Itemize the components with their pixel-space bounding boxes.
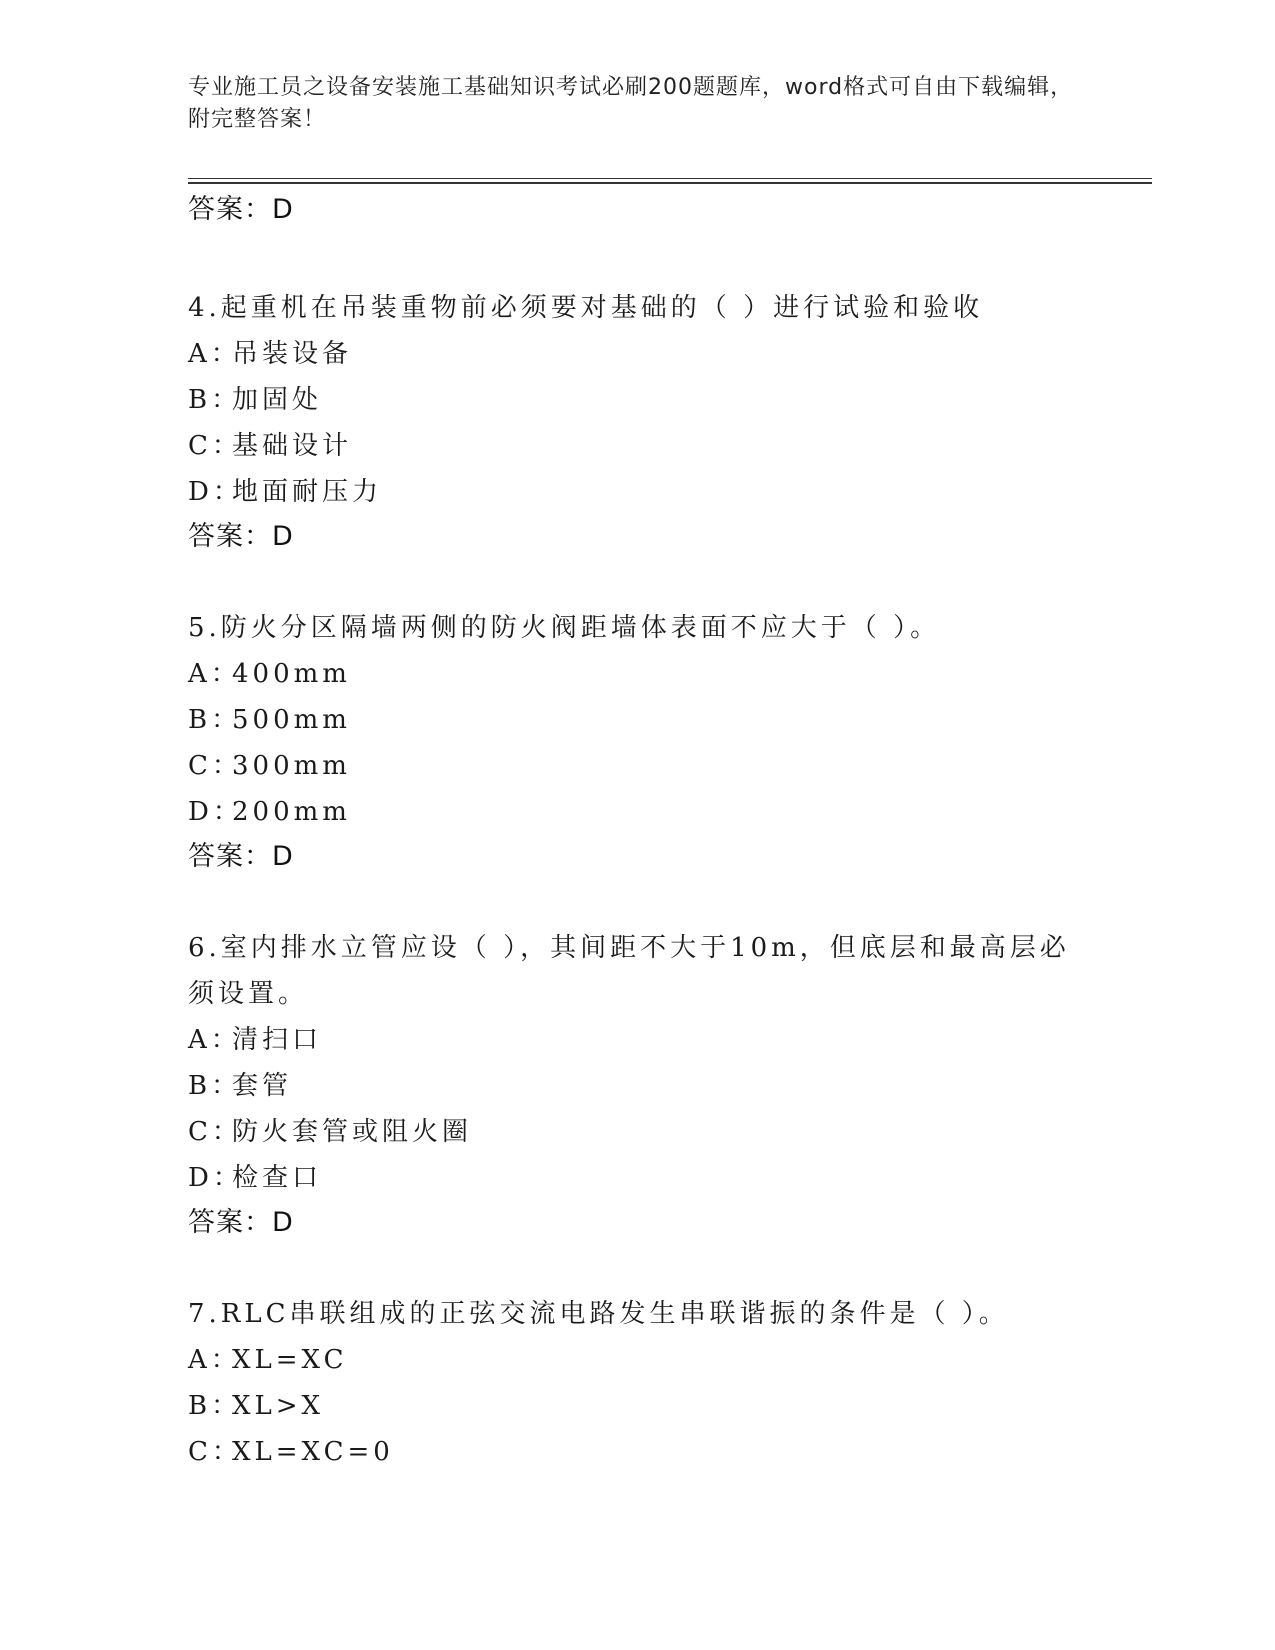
option-text: 200mm [232, 797, 351, 827]
option-d [188, 469, 1088, 515]
option-letter: B： [188, 705, 242, 735]
option-text: 500mm [232, 705, 351, 735]
question-text: 7.RLC串联组成的正弦交流电路发生串联谐振的条件是（ ）。 [188, 1299, 1009, 1329]
option-b [188, 697, 1088, 743]
option-letter: C： [188, 751, 242, 781]
option-text: 吊装设备 [232, 339, 353, 369]
document-header: 专业施工员之设备安装施工基础知识考试必刷200题题库，word格式可自由下载编辑，附完整答案！ [188, 75, 1074, 132]
option-text: XL=XC=0 [232, 1437, 394, 1467]
option-a [188, 331, 1088, 377]
option-letter: C： [188, 431, 242, 461]
option-d [188, 1155, 1088, 1201]
option-d [188, 789, 1088, 835]
option-b [188, 1063, 1088, 1109]
option-text: XL=XC [232, 1345, 348, 1375]
option-letter: D： [188, 1163, 243, 1193]
option-letter: D： [188, 477, 243, 507]
option-text: XL>X [232, 1391, 325, 1421]
option-letter: B： [188, 1391, 242, 1421]
option-letter: B： [188, 1071, 242, 1101]
option-letter: C： [188, 1117, 242, 1147]
option-letter: A： [188, 1345, 241, 1375]
answer-line: 答案：D [188, 841, 294, 872]
answer-line: 答案：D [188, 1207, 294, 1238]
option-letter: A： [188, 339, 241, 369]
option-letter: A： [188, 1025, 241, 1055]
question-text: 6.室内排水立管应设（ ），其间距不大于10m，但底层和最高层必须设置。 [188, 933, 1070, 1009]
question-text: 5.防火分区隔墙两侧的防火阀距墙体表面不应大于（ ）。 [188, 613, 941, 643]
option-b [188, 1383, 1088, 1429]
option-text: 套管 [232, 1071, 293, 1101]
question-list [188, 191, 1088, 1475]
option-a [188, 1017, 1088, 1063]
question-5 [188, 605, 1088, 881]
answer-line: 答案：D [188, 521, 294, 552]
option-letter: B： [188, 385, 242, 415]
option-letter: C： [188, 1437, 242, 1467]
answer-line: 答案：D [188, 194, 294, 225]
option-a [188, 651, 1088, 697]
option-a [188, 1337, 1088, 1383]
option-c [188, 423, 1088, 469]
option-text: 400mm [232, 659, 351, 689]
option-c [188, 1429, 1088, 1475]
option-text: 基础设计 [232, 431, 353, 461]
option-letter: A： [188, 659, 241, 689]
option-text: 清扫口 [232, 1025, 323, 1055]
option-b [188, 377, 1088, 423]
option-c [188, 743, 1088, 789]
question-6 [188, 925, 1088, 1247]
option-text: 300mm [232, 751, 351, 781]
header-divider-thin [188, 178, 1152, 179]
option-text: 检查口 [232, 1163, 323, 1193]
option-c [188, 1109, 1088, 1155]
option-letter: D： [188, 797, 243, 827]
option-text: 加固处 [232, 385, 323, 415]
question-text: 4.起重机在吊装重物前必须要对基础的（ ）进行试验和验收 [188, 293, 984, 323]
header-divider-thick [188, 182, 1152, 184]
question-4 [188, 285, 1088, 561]
option-text: 防火套管或阻火圈 [232, 1117, 473, 1147]
question-7 [188, 1291, 1088, 1475]
option-text: 地面耐压力 [232, 477, 383, 507]
